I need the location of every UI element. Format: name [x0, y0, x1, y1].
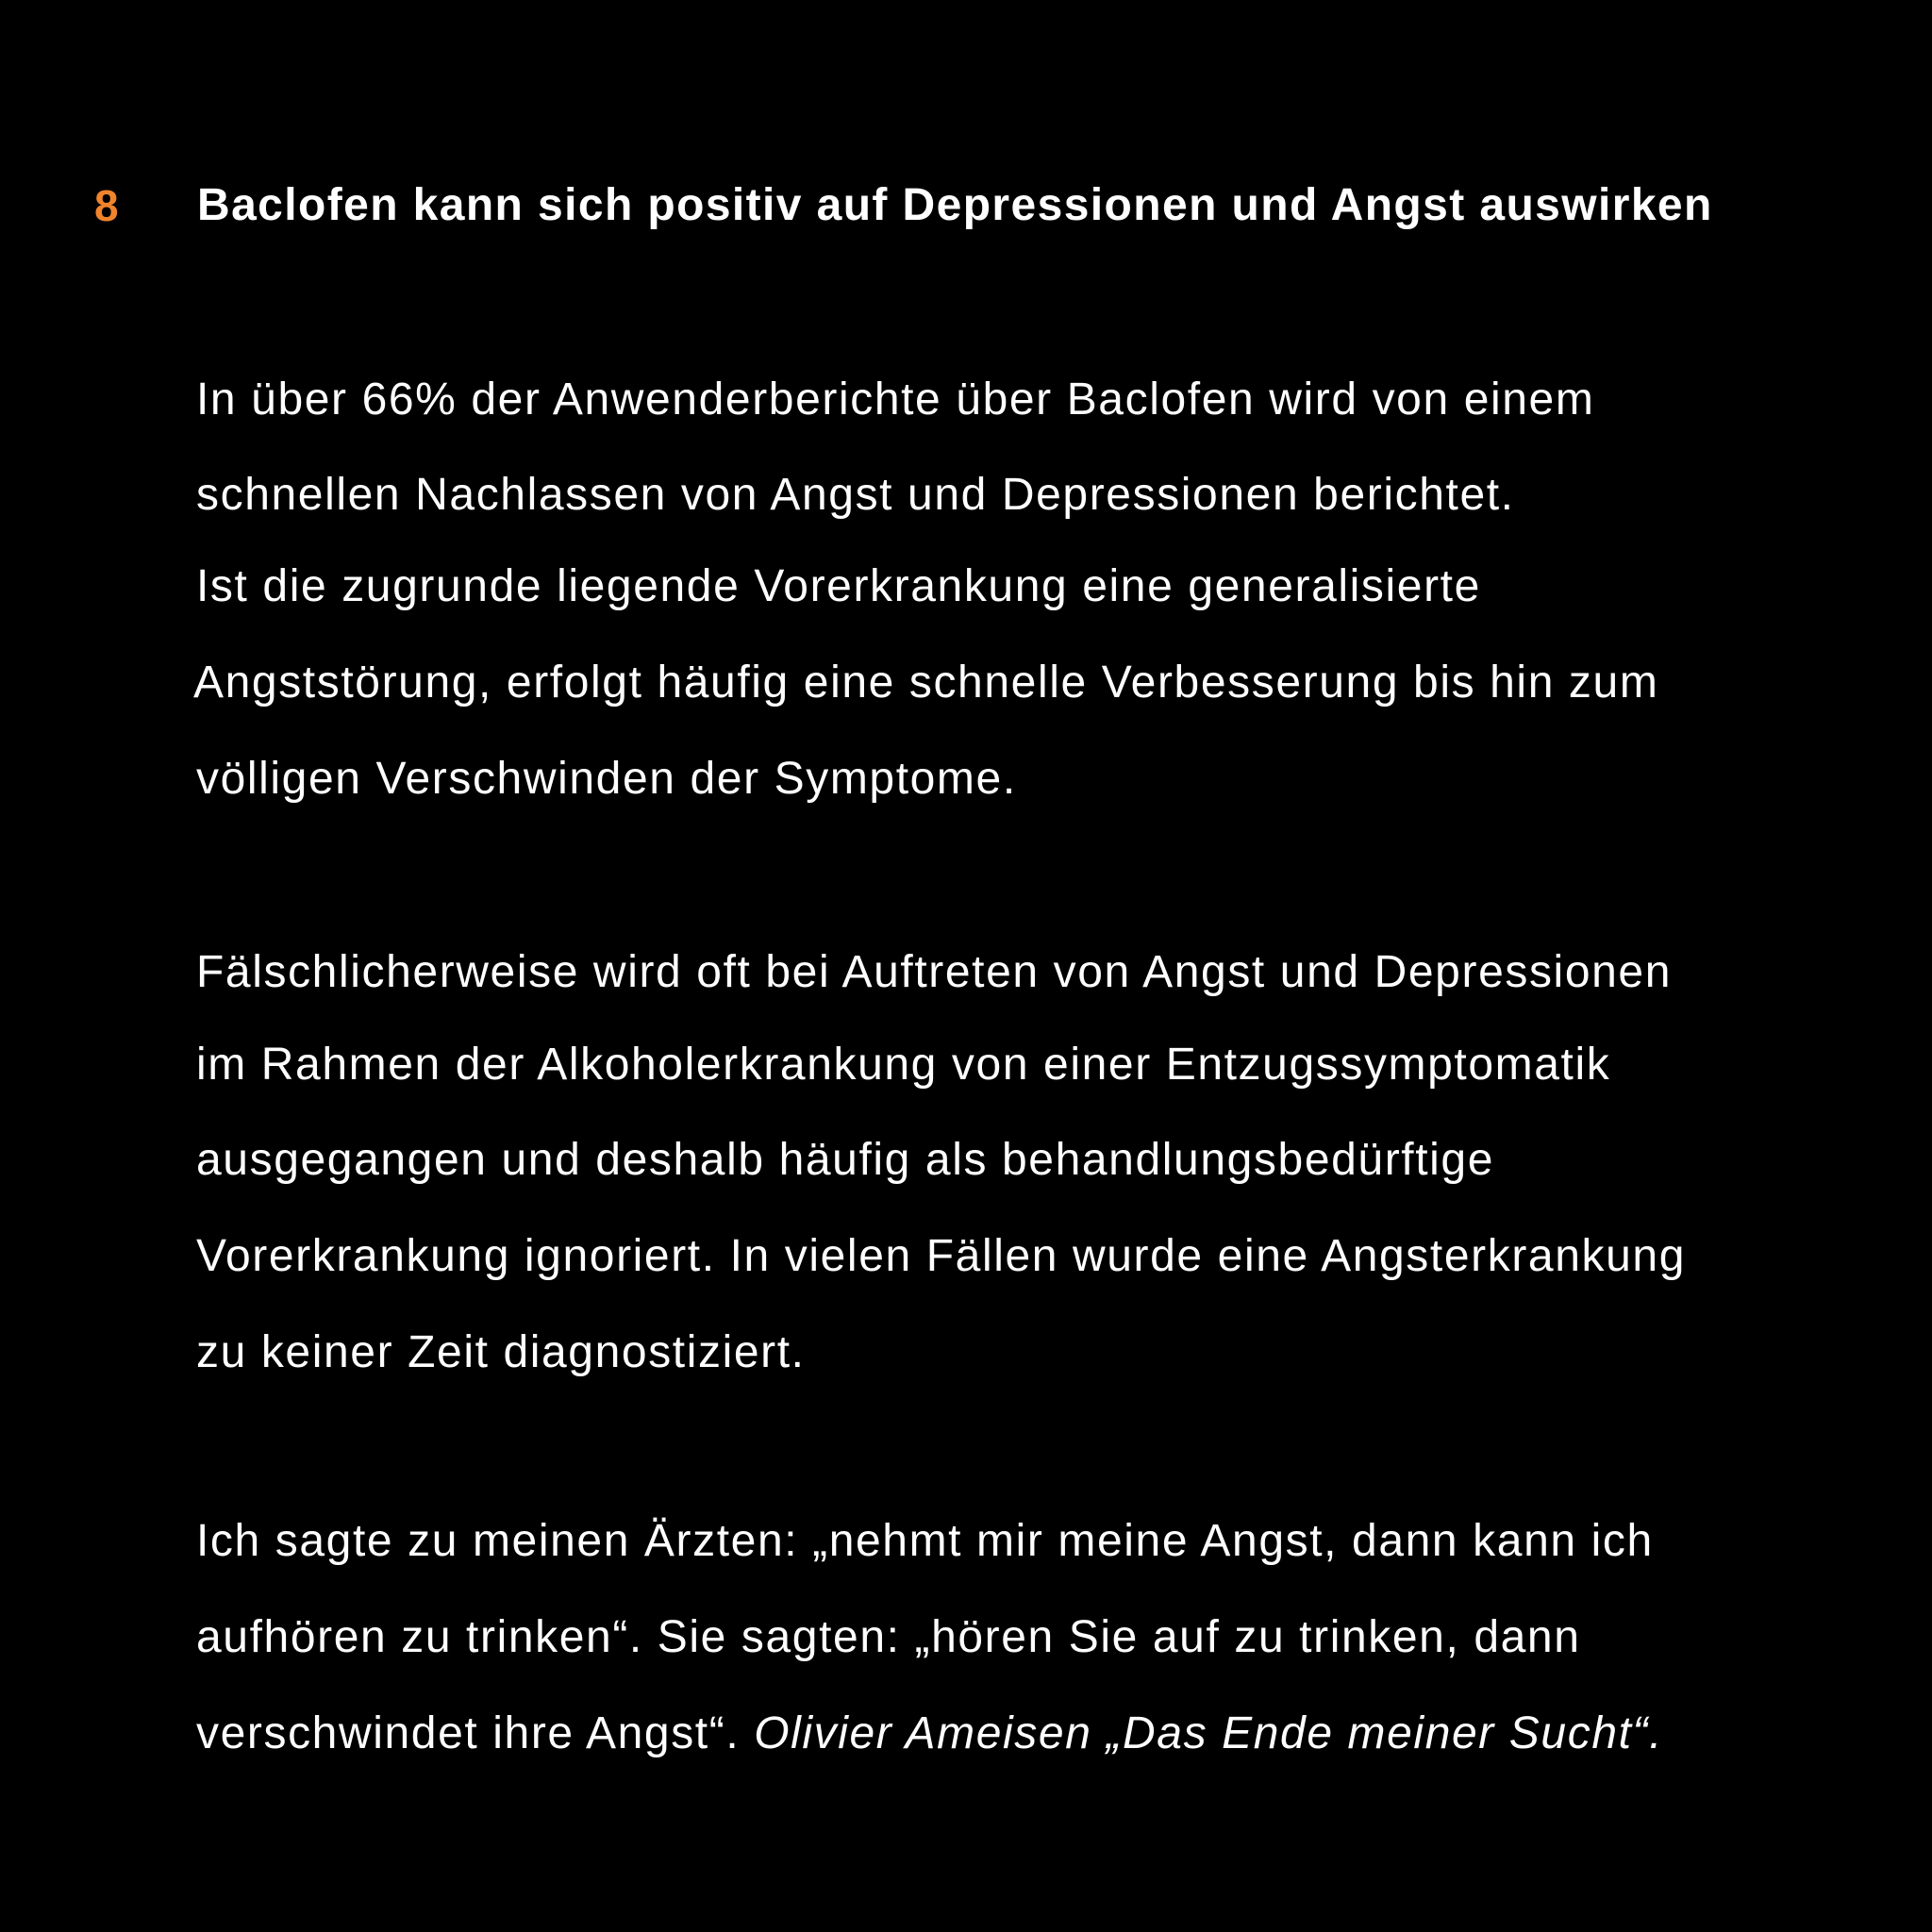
paragraph-2-line: Vorerkrankung ignoriert. In vielen Fällen wurde eine Angsterkrankung — [196, 1231, 1686, 1281]
paragraph-2-line: zu keiner Zeit diagnostiziert. — [196, 1327, 806, 1377]
paragraph-1-line: In über 66% der Anwenderberichte über Baclofen wird von einem — [196, 375, 1595, 425]
paragraph-3-line: aufhören zu trinken“. Sie sagten: „hören Sie auf zu trinken, dann — [196, 1612, 1581, 1662]
paragraph-2-line: ausgegangen und deshalb häufig als behandlungsbedürftige — [196, 1135, 1495, 1185]
paragraph-2-line: im Rahmen der Alkoholerkrankung von einer Entzugssymptomatik — [196, 1040, 1611, 1090]
paragraph-3-line: verschwindet ihre Angst“. — [196, 1708, 755, 1758]
paragraph-3-line: Ich sagte zu meinen Ärzten: „nehmt mir meine Angst, dann kann ich — [196, 1516, 1654, 1566]
paragraph-1-line: Ist die zugrunde liegende Vorerkrankung eine generalisierte — [196, 561, 1481, 611]
paragraph-1-line: schnellen Nachlassen von Angst und Depressionen berichtet. — [196, 470, 1515, 520]
quote-source: Olivier Ameisen „Das Ende meiner Sucht“. — [754, 1708, 1664, 1758]
heading-title: Baclofen kann sich positiv auf Depressionen und Angst auswirken — [197, 180, 1713, 230]
paragraph-2-line: Fälschlicherweise wird oft bei Auftreten von Angst und Depressionen — [196, 947, 1673, 997]
paragraph-1-line: völligen Verschwinden der Symptome. — [196, 754, 1017, 804]
heading-number: 8 — [94, 181, 119, 230]
paragraph-3-line-with-source — [196, 1706, 1663, 1762]
paragraph-1-line: Angststörung, erfolgt häufig eine schnelle Verbesserung bis hin zum — [193, 658, 1659, 708]
